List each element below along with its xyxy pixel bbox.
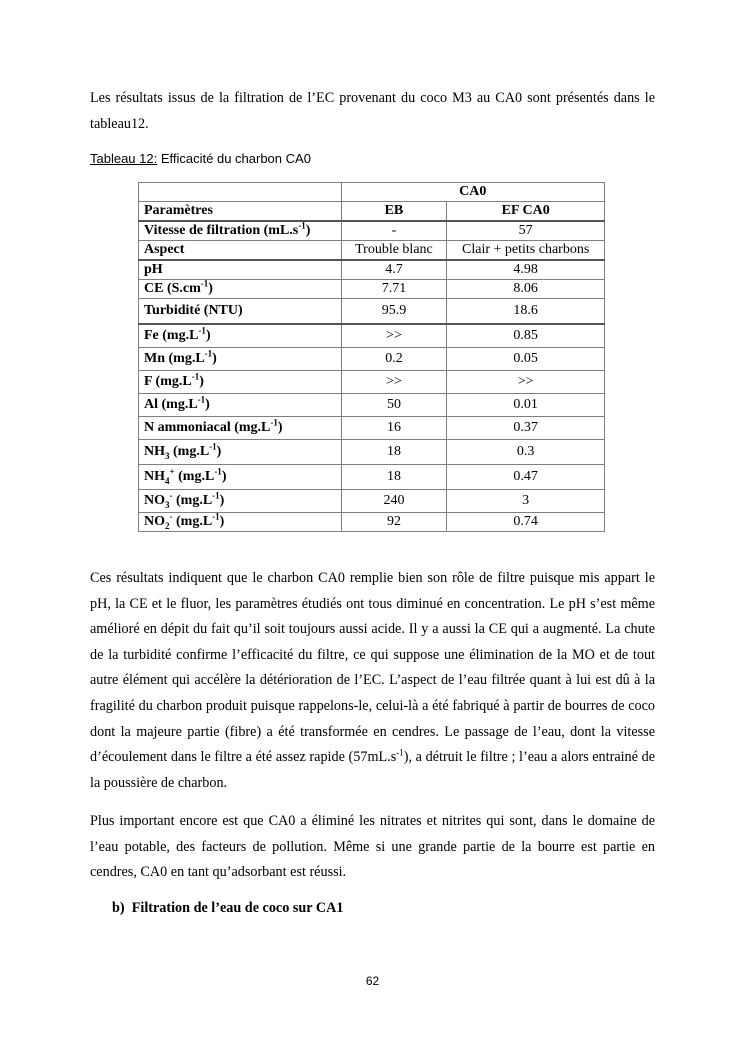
page-number: 62	[365, 974, 380, 988]
row-param: F $(mg.L^{-1})$	[139, 371, 342, 394]
table-group-header-row	[139, 183, 605, 202]
row-ef: 0.37	[447, 417, 605, 440]
row-ef: 4.98	[447, 260, 605, 280]
row-param: Turbidité (NTU)	[139, 299, 342, 325]
table-row	[139, 260, 605, 280]
row-eb: 4.7	[341, 260, 447, 280]
table-row	[139, 280, 605, 299]
table-column-header-row	[139, 202, 605, 222]
row-ef: 0.3	[447, 440, 605, 465]
row-ef: 3	[447, 490, 605, 513]
conclusion-paragraph: Plus important encore est que CA0 a éliminé les nitrates et nitrites qui sont, dans le domaine de l’eau potable, des facteurs de pollution. Même si une grande partie de la bourre est partie en cendres, CA0 en tant qu’adsorbant est réussi.	[90, 813, 655, 881]
table-row	[139, 417, 605, 440]
table-caption-label: Tableau 12:	[90, 151, 158, 166]
row-param: N ammoniacal $(mg.L^{-1})$	[139, 417, 342, 440]
row-param: $NH_4^+$ $(mg.L^{-1})$	[139, 465, 342, 490]
row-param: Al $(mg.L^{-1})$	[139, 394, 342, 417]
discussion-paragraph: Ces résultats indiquent que le charbon CA0 remplie bien son rôle de filtre puisque mis appart le pH, la CE et le fluor, les paramètres étudiés ont tous diminué en concentration. Le pH s’est même amélioré en dépit du fait qu’il soit toujours aussi acide. Il y a aussi la CE qui a augmenté. La chute de la turbidité confirme l’efficacité du filtre, ce qui suppose une élimination de la MO et de tout autre élément qui accélère la détérioration de l’EC. L’aspect de l’eau filtrée quant à lui est dû à la fragilité du charbon produit puisque rappelons-le, celui-là a été fabriqué à partir de bourres de coco dont la majeure partie (fibre) a été transformée en cendres. Le passage de l’eau, dont la vitesse d’écoulement dans le filtre a été assez rapide $(57mL.s^{-1})$, a détruit le filtre ; l’eau a alors entrainé de la poussière de charbon.	[90, 570, 655, 791]
row-ef: 0.47	[447, 465, 605, 490]
section-heading: b) Filtration de l’eau de coco sur CA1	[112, 900, 344, 916]
row-eb: 16	[341, 417, 447, 440]
row-param: Fe $(mg.L^{-1})$	[139, 324, 342, 348]
row-eb: >>	[341, 371, 447, 394]
row-ef: 57	[447, 221, 605, 241]
row-eb: 95.9	[341, 299, 447, 325]
table-row	[139, 465, 605, 490]
row-param: Mn $(mg.L^{-1})$	[139, 348, 342, 371]
row-eb: 92	[341, 513, 447, 532]
row-ef: 0.85	[447, 324, 605, 348]
row-ef: 0.01	[447, 394, 605, 417]
table-row	[139, 299, 605, 325]
row-ef: 18.6	[447, 299, 605, 325]
col-header-param: Paramètres	[139, 202, 342, 222]
table-row	[139, 371, 605, 394]
row-param: $NO_3^-$ $(mg.L^{-1})$	[139, 490, 342, 513]
table-row	[139, 440, 605, 465]
table-row	[139, 324, 605, 348]
table-caption-title: Efficacité du charbon CA0	[157, 151, 311, 166]
row-eb: 50	[341, 394, 447, 417]
col-header-ef: EF CA0	[447, 202, 605, 222]
table-row	[139, 490, 605, 513]
intro-paragraph: Les résultats issus de la filtration de l’EC provenant du coco M3 au CA0 sont présentés dans le tableau12.	[90, 90, 655, 132]
row-ef: >>	[447, 371, 605, 394]
table-row	[139, 221, 605, 241]
row-ef: 0.74	[447, 513, 605, 532]
row-eb: 18	[341, 465, 447, 490]
row-eb: Trouble blanc	[341, 241, 447, 261]
row-eb: 18	[341, 440, 447, 465]
row-ef: Clair + petits charbons	[447, 241, 605, 261]
row-eb: -	[341, 221, 447, 241]
row-param: $NO_2^-$ $(mg.L^{-1})$	[139, 513, 342, 532]
table-row	[139, 348, 605, 371]
row-eb: >>	[341, 324, 447, 348]
table-row	[139, 394, 605, 417]
table-row	[139, 513, 605, 532]
row-param: Vitesse de filtration $(mL.s^{-1})$	[139, 221, 342, 241]
row-eb: 0.2	[341, 348, 447, 371]
group-header-blank	[139, 183, 342, 202]
row-eb: 240	[341, 490, 447, 513]
col-header-eb: EB	[341, 202, 447, 222]
group-header-ca0: CA0	[341, 183, 604, 202]
row-ef: 8.06	[447, 280, 605, 299]
row-ef: 0.05	[447, 348, 605, 371]
row-param: CE $(S.cm^{-1})$	[139, 280, 342, 299]
row-param: Aspect	[139, 241, 342, 261]
results-table	[138, 182, 605, 532]
row-eb: 7.71	[341, 280, 447, 299]
table-caption	[90, 151, 311, 166]
row-param: pH	[139, 260, 342, 280]
table-row	[139, 241, 605, 261]
row-param: $NH_3$ $(mg.L^{-1})$	[139, 440, 342, 465]
